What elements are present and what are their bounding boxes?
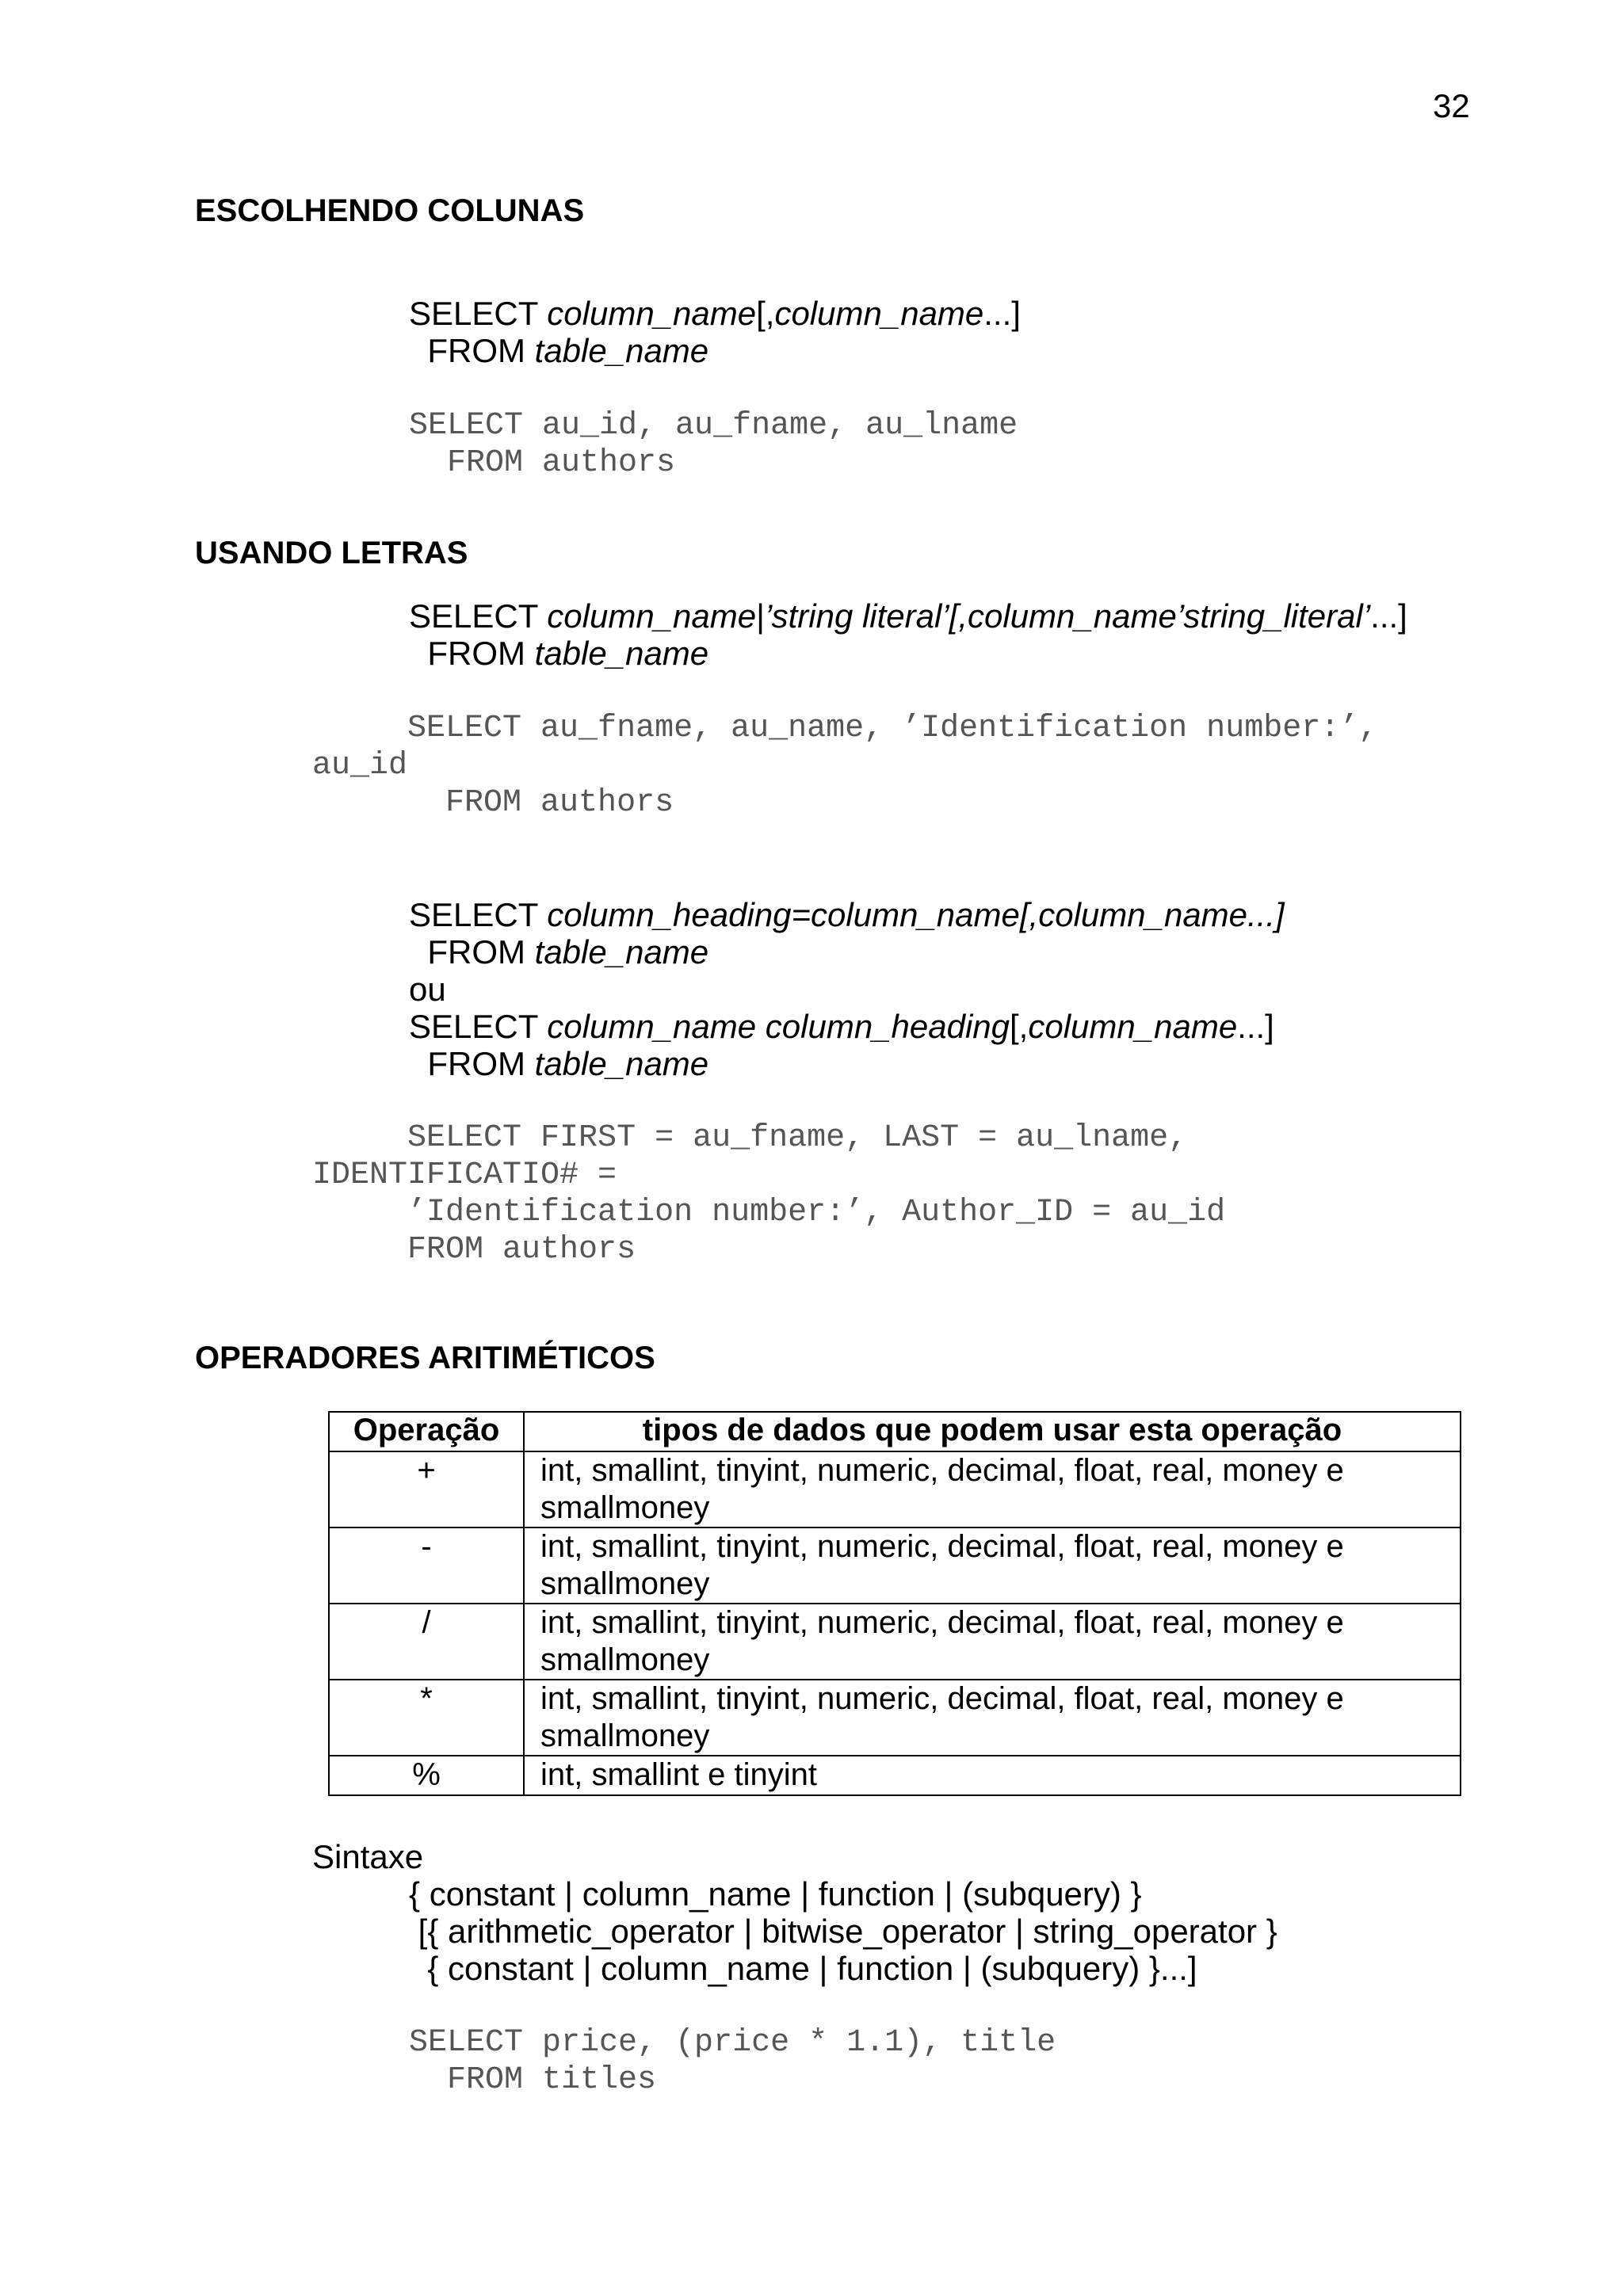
types-cell: int, smallint, tinyint, numeric, decimal, float, real, money e smallmoney [524, 1451, 1461, 1527]
syntax-escolhendo [409, 295, 1021, 369]
code-escolhendo: SELECT au_id, au_fname, au_lname FROM authors [409, 408, 1018, 481]
sintaxe-line-1: { constant | column_name | function | (subquery) } [409, 1875, 1142, 1913]
operator-cell: * [329, 1680, 524, 1756]
types-cell: int, smallint, tinyint, numeric, decimal, float, real, money e smallmoney [524, 1527, 1461, 1604]
table-row [329, 1527, 1461, 1604]
operator-cell: + [329, 1451, 524, 1527]
column-header-tipos: tipos de dados que podem usar esta operação [524, 1412, 1461, 1451]
table-row [329, 1756, 1461, 1795]
syntax-line: ou [409, 971, 446, 1008]
syntax-line: FROM table_name [409, 332, 709, 369]
table-header-row [329, 1412, 1461, 1451]
syntax-column-heading [409, 896, 1285, 1082]
syntax-line: SELECT column_heading=column_name[,column_name...] [409, 896, 1285, 933]
table-row [329, 1451, 1461, 1527]
column-header-operacao: Operação [329, 1412, 524, 1451]
syntax-line: FROM table_name [409, 933, 709, 971]
syntax-line: FROM table_name [409, 1045, 709, 1082]
syntax-line: SELECT column_name column_heading[,column_name...] [409, 1008, 1274, 1045]
heading-usando-letras: USANDO LETRAS [195, 536, 468, 570]
operator-cell: / [329, 1604, 524, 1680]
code-arithmetic: SELECT price, (price * 1.1), title FROM titles [409, 2025, 1056, 2098]
operator-cell: - [329, 1527, 524, 1604]
heading-operadores: OPERADORES ARITIMÉTICOS [195, 1341, 655, 1375]
syntax-line: FROM table_name [409, 635, 709, 672]
page-number: 32 [1433, 87, 1470, 124]
table-row [329, 1604, 1461, 1680]
operator-cell: % [329, 1756, 524, 1795]
syntax-line: SELECT column_name|’string literal’[,column_name’string_literal’...] [409, 597, 1407, 635]
types-cell: int, smallint, tinyint, numeric, decimal, float, real, money e smallmoney [524, 1680, 1461, 1756]
sintaxe-line-3: { constant | column_name | function | (subquery) }...] [409, 1950, 1197, 1987]
heading-escolhendo-colunas: ESCOLHENDO COLUNAS [195, 193, 585, 228]
syntax-usando-letras [409, 597, 1407, 672]
types-cell: int, smallint e tinyint [524, 1756, 1461, 1795]
types-cell: int, smallint, tinyint, numeric, decimal, float, real, money e smallmoney [524, 1604, 1461, 1680]
syntax-line: SELECT column_name[,column_name...] [409, 295, 1021, 332]
code-column-heading: SELECT FIRST = au_fname, LAST = au_lname, IDENTIFICATIO# = ’Identification number:’, Author_ID = au_id FROM authors [312, 1120, 1226, 1268]
table-row [329, 1680, 1461, 1756]
sintaxe-line-2: [{ arithmetic_operator | bitwise_operator | string_operator } [409, 1913, 1277, 1950]
code-usando-letras: SELECT au_fname, au_name, ’Identification number:’, au_id FROM authors [312, 711, 1378, 821]
sintaxe-label: Sintaxe [312, 1838, 424, 1875]
operators-table [328, 1411, 1461, 1796]
